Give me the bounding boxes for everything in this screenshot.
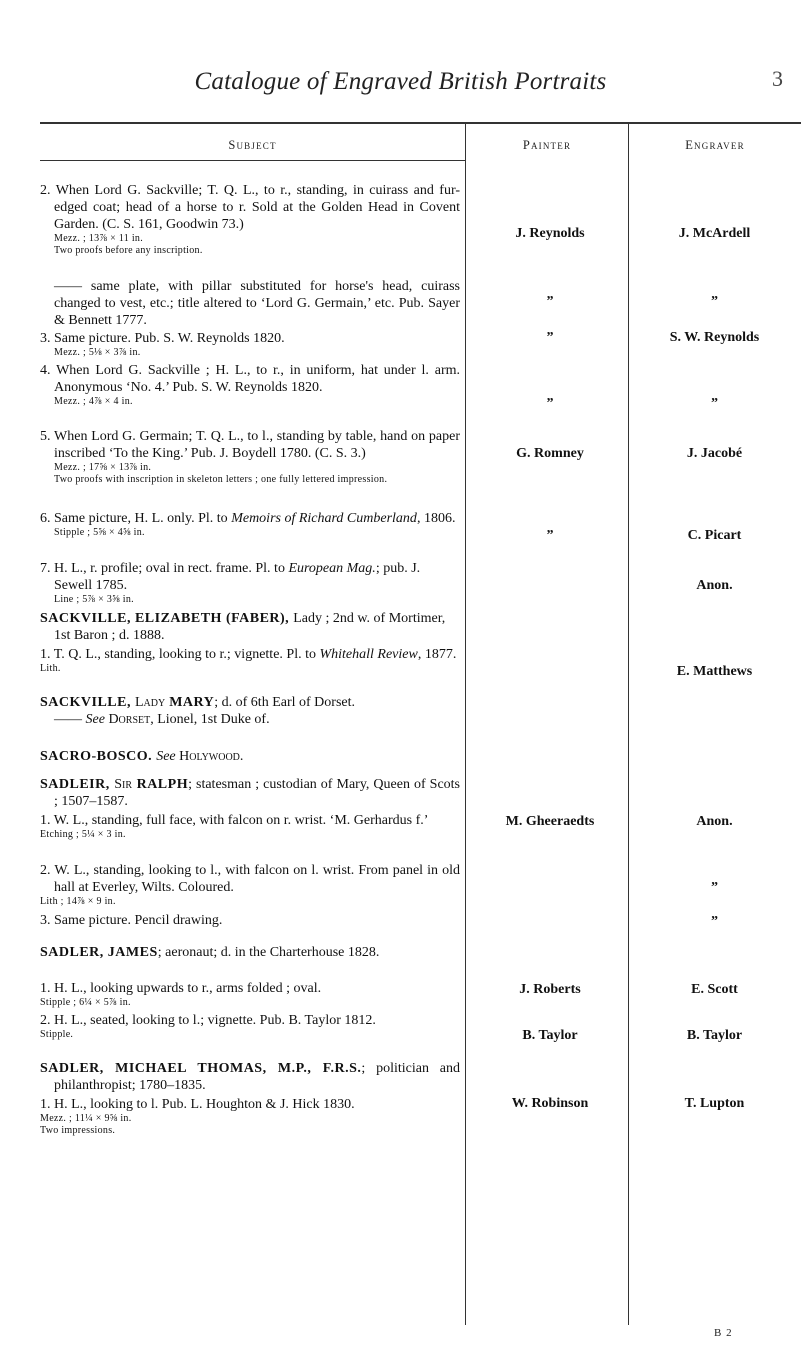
sadler-michael-name: SADLER, MICHAEL THOMAS, M.P., F.R.S. xyxy=(40,1061,362,1076)
entry-5 xyxy=(40,428,460,485)
page-header-title: Catalogue of Engraved British Portraits xyxy=(194,68,607,95)
sadler-michael-1-note2: Two impressions. xyxy=(40,1124,116,1136)
engraver-entry-5: J. Jacobé xyxy=(686,446,743,461)
sadleir-3-text: 3. Same picture. Pencil drawing. xyxy=(40,913,223,928)
entry-6-text xyxy=(40,510,460,527)
entry-7-note: Line ; 5⅞ × 3⅝ in. xyxy=(54,594,134,605)
column-header-painter: Painter xyxy=(522,138,572,152)
entry-4-note: Mezz. ; 4⅞ × 4 in. xyxy=(54,396,133,407)
entry-2 xyxy=(40,182,460,256)
sackville-elizabeth-1 xyxy=(40,646,460,675)
sackville-elizabeth-heading xyxy=(40,610,460,644)
engraver-sackville-elizabeth-1: E. Matthews xyxy=(676,664,753,679)
sackville-elizabeth-1-pre: 1. T. Q. L., standing, looking to r.; vignette. Pl. to xyxy=(40,647,320,662)
engraver-sadleir-1: Anon. xyxy=(696,814,733,829)
sackville-mary-title: Lady xyxy=(134,695,166,710)
entry-6-note: Stipple ; 5⅝ × 4⅝ in. xyxy=(54,527,145,538)
painter-entry-2b: ” xyxy=(546,294,554,309)
entry-2-text: 2. When Lord G. Sackville; T. Q. L., to r., standing, in cuirass and fur-edged coat; head of a horse to r. Sold at the Golden Head in Covent Garden. (C. S. 161, Goodwin 73.) xyxy=(40,183,460,232)
sadler-michael-heading xyxy=(40,1060,460,1094)
sackville-mary-name2: MARY xyxy=(165,695,215,710)
sackville-mary-see-ref: Dorset, xyxy=(104,712,154,727)
sackville-mary-see xyxy=(40,711,460,728)
sackville-elizabeth-1-publication: Whitehall Review xyxy=(319,647,418,662)
entry-3 xyxy=(40,330,460,359)
column-header-engraver: Engraver xyxy=(685,138,745,152)
entry-4 xyxy=(40,362,460,408)
sackville-mary-description: ; d. of 6th Earl of Dorset. xyxy=(214,695,355,710)
entry-4-text: 4. When Lord G. Sackville ; H. L., to r., in uniform, hat under l. arm. Anonymous ‘No. 4.’ Pub. S. W. Reynolds 1820. xyxy=(40,363,460,395)
entry-6-pre: 6. Same picture, H. L. only. Pl. to xyxy=(40,511,232,526)
engraver-entry-2b: ” xyxy=(711,294,718,309)
sackville-mary-see-dash: —— xyxy=(54,712,86,727)
sadleir-3 xyxy=(40,912,460,929)
entry-5-note: Mezz. ; 17⅝ × 13⅞ in. xyxy=(54,462,152,473)
sadler-james-1-note: Stipple ; 6¼ × 5⅞ in. xyxy=(40,997,131,1008)
sackville-mary-name: SACKVILLE, xyxy=(40,695,135,710)
engraver-sadleir-2: ” xyxy=(711,880,718,895)
painter-entry-3: ” xyxy=(546,330,554,345)
entry-5-note2: Two proofs with inscription in skeleton letters ; one fully lettered impression. xyxy=(54,473,388,485)
page-number: 3 xyxy=(772,66,783,91)
entry-2-note2: Two proofs before any inscription. xyxy=(54,244,203,256)
painter-sadler-michael-1: W. Robinson xyxy=(511,1096,589,1111)
header-rule-top xyxy=(40,122,801,124)
sadleir-ralph-title: Sir xyxy=(114,777,133,792)
column-divider-1 xyxy=(465,122,466,1325)
entry-3-text: 3. Same picture. Pub. S. W. Reynolds 1820. xyxy=(40,331,285,346)
painter-entry-6: ” xyxy=(546,528,554,543)
sadleir-1-note: Etching ; 5¼ × 3 in. xyxy=(40,829,126,840)
entry-6-publication: Memoirs of Richard Cumberland xyxy=(231,511,417,526)
sackville-mary-see-label: See xyxy=(85,712,105,727)
sadleir-2-text: 2. W. L., standing, looking to l., with falcon on l. wrist. From panel in old hall at Everley, Wilts. Coloured. xyxy=(40,863,460,895)
sadleir-ralph-name: SADLEIR, xyxy=(40,777,115,792)
sackville-elizabeth-1-note: Lith. xyxy=(40,663,61,674)
sadleir-2 xyxy=(40,862,460,908)
sackville-mary xyxy=(40,694,460,728)
sadler-michael xyxy=(40,1060,460,1094)
sackville-elizabeth-name: SACKVILLE, ELIZABETH (FABER), xyxy=(40,611,294,626)
sadler-michael-1-note: Mezz. ; 11¼ × 9⅝ in. xyxy=(40,1113,132,1124)
sadler-michael-1 xyxy=(40,1096,460,1136)
entry-2b xyxy=(40,278,460,329)
sadleir-ralph-description: ; statesman ; custodian of Mary, Queen of Scots ; 1507–1587. xyxy=(54,777,461,809)
painter-entry-4: ” xyxy=(546,396,554,411)
entry-6 xyxy=(40,510,460,539)
signature-mark: B 2 xyxy=(714,1327,733,1339)
sadler-james xyxy=(40,944,460,961)
painter-entry-2: J. Reynolds xyxy=(515,226,585,241)
sadler-james-2-text: 2. H. L., seated, looking to l.; vignette. Pub. B. Taylor 1812. xyxy=(40,1013,376,1028)
sacro-bosco-heading xyxy=(40,748,460,765)
column-header-subject: Subject xyxy=(228,138,277,152)
sackville-mary-heading xyxy=(40,694,460,711)
entry-7-pre: 7. H. L., r. profile; oval in rect. frame. Pl. to xyxy=(40,561,289,576)
sackville-elizabeth xyxy=(40,610,460,644)
sacro-bosco-see-ref: Holywood. xyxy=(175,749,244,764)
sadler-james-1-text: 1. H. L., looking upwards to r., arms folded ; oval. xyxy=(40,981,322,996)
engraver-entry-3: S. W. Reynolds xyxy=(669,330,760,345)
sadleir-2-note: Lith ; 14⅞ × 9 in. xyxy=(40,896,116,907)
sadler-james-name: SADLER, JAMES xyxy=(40,945,158,960)
sadleir-1 xyxy=(40,812,460,841)
entry-2b-text: —— same plate, with pillar substituted for horse's head, cuirass changed to vest, etc.; title altered to ‘Lord G. Germain,’ etc. Pub. Sayer & Bennett 1777. xyxy=(54,279,460,328)
sackville-elizabeth-1-text xyxy=(40,646,460,663)
sacro-bosco-name: SACRO-BOSCO. xyxy=(40,749,157,764)
painter-sadler-james-2: B. Taylor xyxy=(522,1028,578,1043)
sackville-elizabeth-description: Lady ; 2nd w. of Mortimer, 1st Baron ; d. 1888. xyxy=(54,611,446,643)
sadler-james-1 xyxy=(40,980,460,1009)
sadler-james-2-note: Stipple. xyxy=(40,1029,74,1040)
entry-3-note: Mezz. ; 5⅛ × 3⅞ in. xyxy=(54,347,141,358)
sadler-james-description: ; aeronaut; d. in the Charterhouse 1828. xyxy=(157,945,380,960)
engraver-sadler-michael-1: T. Lupton xyxy=(684,1096,745,1111)
painter-sadler-james-1: J. Roberts xyxy=(519,982,581,997)
sackville-mary-see-rest: Lionel, 1st Duke of. xyxy=(153,712,270,727)
sadleir-1-text: 1. W. L., standing, full face, with falcon on r. wrist. ‘M. Gerhardus f.’ xyxy=(40,813,429,828)
sadler-james-2 xyxy=(40,1012,460,1041)
sadleir-ralph-heading xyxy=(40,776,460,810)
sackville-elizabeth-1-post: , 1877. xyxy=(417,647,457,662)
entry-2-note: Mezz. ; 13⅞ × 11 in. xyxy=(54,233,144,244)
entry-7 xyxy=(40,560,460,606)
entry-5-text: 5. When Lord G. Germain; T. Q. L., to l., standing by table, hand on paper inscribed ‘To the King.’ Pub. J. Boydell 1780. (C. S. 3.) xyxy=(40,429,460,461)
engraver-entry-6: C. Picart xyxy=(687,528,742,543)
sadleir-ralph xyxy=(40,776,460,810)
sadler-michael-description: ; politician and philanthropist; 1780–1835. xyxy=(54,1061,460,1093)
painter-sadleir-1: M. Gheeraedts xyxy=(505,814,595,829)
entry-7-publication: European Mag. xyxy=(288,561,376,576)
engraver-sadler-james-2: B. Taylor xyxy=(686,1028,743,1043)
entry-7-post: ; pub. J. Sewell 1785. xyxy=(54,561,421,593)
header-rule-subject xyxy=(40,160,465,161)
sadler-james-heading xyxy=(40,944,460,961)
sadleir-ralph-name2: RALPH xyxy=(132,777,189,792)
sacro-bosco-see-label: See xyxy=(156,749,176,764)
engraver-sadleir-3: ” xyxy=(711,914,718,929)
engraver-sadler-james-1: E. Scott xyxy=(691,982,738,997)
painter-entry-5: G. Romney xyxy=(516,446,584,461)
engraver-entry-7: Anon. xyxy=(696,578,733,593)
sadler-michael-1-text: 1. H. L., looking to l. Pub. L. Houghton & J. Hick 1830. xyxy=(40,1097,355,1112)
engraver-entry-2: J. McArdell xyxy=(678,226,751,241)
entry-6-post: , 1806. xyxy=(416,511,456,526)
engraver-entry-4: ” xyxy=(711,396,718,411)
entry-7-text xyxy=(40,560,460,594)
sacro-bosco xyxy=(40,748,460,765)
